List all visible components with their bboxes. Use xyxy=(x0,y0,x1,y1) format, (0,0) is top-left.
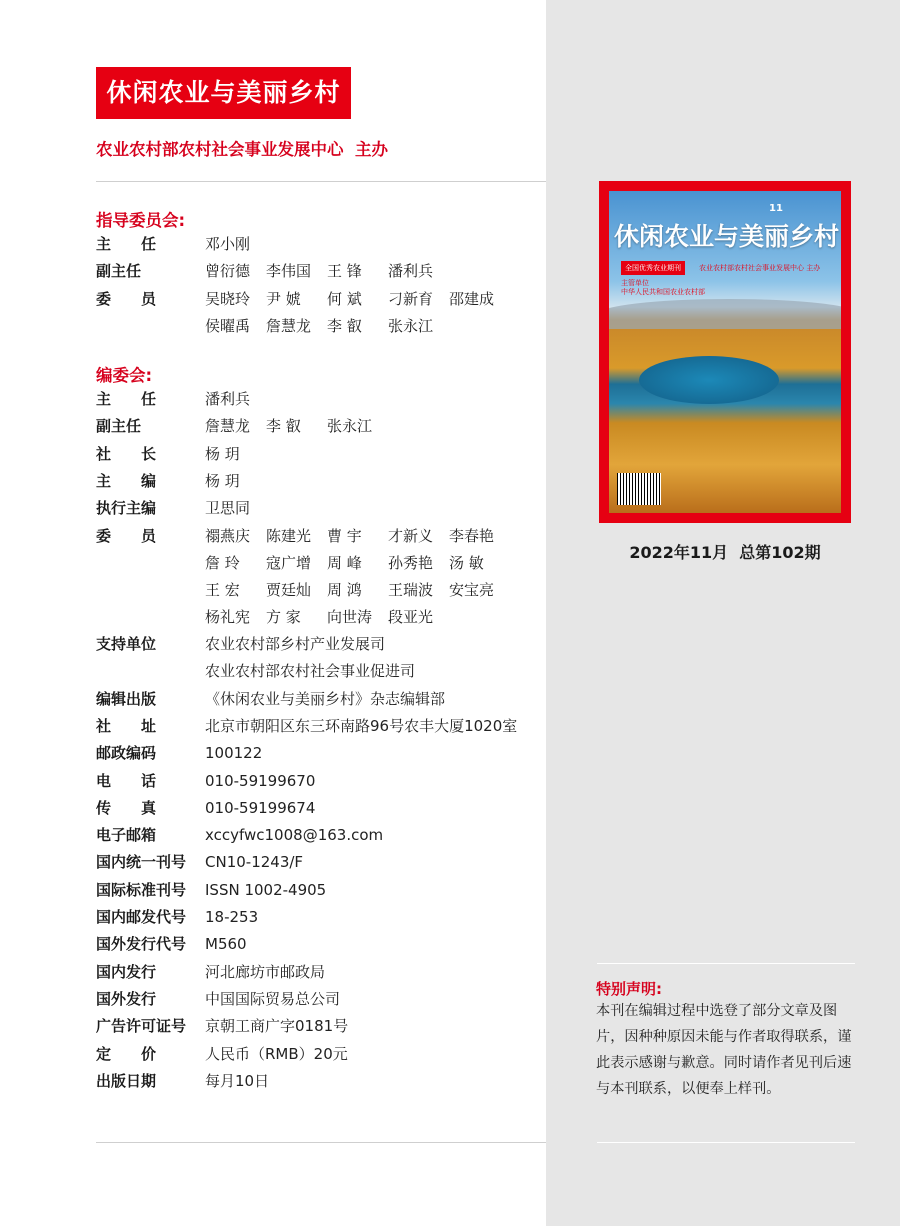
divider-right-top xyxy=(597,963,855,964)
row-label: 国内邮发代号 xyxy=(96,908,187,926)
member-name: 王瑞波 xyxy=(388,581,434,600)
member-name: 詹慧龙 xyxy=(205,417,251,436)
row-label: 广告许可证号 xyxy=(96,1017,187,1036)
info-value: 河北廊坊市邮政局 xyxy=(205,962,326,981)
row-label: 邮政编码 xyxy=(96,744,157,763)
row-label xyxy=(96,386,156,413)
member-name: 卫思同 xyxy=(205,499,251,518)
row-label-char: 任 xyxy=(140,235,156,253)
row-label-char: 员 xyxy=(140,289,156,308)
member-name: 潘利兵 xyxy=(388,262,434,281)
member-name: 侯曜禹 xyxy=(205,316,251,335)
row-label-char: 编 xyxy=(140,471,156,490)
info-value: M560 xyxy=(205,935,247,954)
member-name: 贾廷灿 xyxy=(266,581,312,600)
member-name: 陈建光 xyxy=(266,526,312,545)
row-label-char: 址 xyxy=(140,716,156,735)
member-name: 邵建成 xyxy=(449,289,495,308)
info-value: 农业农村部农村社会事业促进司 xyxy=(205,662,416,681)
member-names xyxy=(205,495,266,522)
member-names xyxy=(205,468,266,495)
row-label-char: 真 xyxy=(140,798,156,817)
info-value: 中国国际贸易总公司 xyxy=(205,989,341,1008)
info-value: xccyfwc1008@163.com xyxy=(205,826,384,845)
member-name: 寇广增 xyxy=(266,553,312,572)
info-value: CN10-1243/F xyxy=(205,853,304,872)
divider-bottom xyxy=(96,1142,546,1143)
row-label: 副主任 xyxy=(96,417,142,436)
member-name: 曾衍德 xyxy=(205,262,251,281)
member-name: 尹 婋 xyxy=(266,289,301,308)
row-label: 国内发行 xyxy=(96,962,157,981)
cover-title: 休闲农业与美丽乡村 xyxy=(614,222,840,251)
cover-hills xyxy=(609,299,841,329)
barcode xyxy=(617,473,661,505)
member-names xyxy=(205,286,510,313)
cover-image xyxy=(599,181,851,523)
row-label xyxy=(96,713,156,740)
member-names xyxy=(205,577,510,604)
row-label-char: 主 xyxy=(96,235,112,253)
member-name: 向世涛 xyxy=(327,608,373,627)
member-names xyxy=(205,258,449,285)
row-label: 电子邮箱 xyxy=(96,826,157,845)
member-name: 张永江 xyxy=(327,417,373,436)
info-value: 人民币（RMB）20元 xyxy=(205,1044,348,1063)
sponsor-line: 农业农村部农村社会事业发展中心 主办 xyxy=(96,140,388,159)
member-name: 李春艳 xyxy=(449,526,495,545)
row-label: 支持单位 xyxy=(96,635,157,653)
row-label-char: 定 xyxy=(96,1044,112,1063)
cover-lake xyxy=(639,356,779,404)
row-label-char: 委 xyxy=(96,289,112,308)
row-label-char: 主 xyxy=(96,471,112,490)
member-names xyxy=(205,604,449,631)
row-label-char: 委 xyxy=(96,526,112,545)
row-label: 国际标准刊号 xyxy=(96,880,187,899)
member-names xyxy=(205,413,388,440)
info-value: 农业农村部乡村产业发展司 xyxy=(205,635,386,653)
member-name: 周 鸿 xyxy=(327,581,362,600)
row-label xyxy=(96,1041,156,1068)
info-value: 100122 xyxy=(205,744,263,763)
member-name: 王 锋 xyxy=(327,262,362,281)
cover-unit-line1: 主管单位 xyxy=(621,279,649,287)
member-name: 杨礼宪 xyxy=(205,608,251,627)
issue-date: 2022年11月 总第102期 xyxy=(629,543,821,562)
row-label: 国外发行代号 xyxy=(96,935,187,954)
divider-top xyxy=(96,181,546,182)
row-label xyxy=(96,441,156,468)
info-value: 010-59199674 xyxy=(205,798,316,817)
cover-unit-line2: 中华人民共和国农业农村部 xyxy=(621,288,705,296)
row-label: 副主任 xyxy=(96,262,142,281)
member-names xyxy=(205,231,266,258)
member-name: 孙秀艳 xyxy=(388,553,434,572)
cover-issue-number: 11 xyxy=(769,203,783,214)
member-names xyxy=(205,313,449,340)
notice-title: 特别声明: xyxy=(596,980,662,998)
member-names xyxy=(205,441,266,468)
cover-sponsor: 农业农村部农村社会事业发展中心 主办 xyxy=(699,264,821,272)
info-value: 010-59199670 xyxy=(205,771,316,790)
member-name: 李 叡 xyxy=(266,417,301,436)
member-name: 禤燕庆 xyxy=(205,526,251,545)
guidance-committee-title: 指导委员会: xyxy=(96,211,186,230)
row-label xyxy=(96,286,156,313)
row-label-char: 社 xyxy=(96,444,112,463)
member-names xyxy=(205,550,510,577)
info-value: 18-253 xyxy=(205,908,259,926)
editorial-board-title: 编委会: xyxy=(96,366,153,385)
info-value: 《休闲农业与美丽乡村》杂志编辑部 xyxy=(205,689,446,708)
row-label-char: 任 xyxy=(140,390,156,408)
member-name: 邓小刚 xyxy=(205,235,251,253)
member-name: 周 峰 xyxy=(327,553,362,572)
row-label-char: 电 xyxy=(96,771,112,790)
row-label-char: 长 xyxy=(140,444,156,463)
member-name: 王 宏 xyxy=(205,581,240,600)
info-value: ISSN 1002-4905 xyxy=(205,880,327,899)
divider-right-bottom xyxy=(597,1142,855,1143)
row-label: 编辑出版 xyxy=(96,689,157,708)
row-label-char: 价 xyxy=(140,1044,156,1063)
row-label xyxy=(96,795,156,822)
member-name: 段亚光 xyxy=(388,608,434,627)
row-label: 执行主编 xyxy=(96,499,157,518)
member-name: 杨 玥 xyxy=(205,471,240,490)
row-label: 国外发行 xyxy=(96,989,157,1008)
row-label-char: 主 xyxy=(96,390,112,408)
row-label-char: 传 xyxy=(96,798,112,817)
member-names xyxy=(205,523,510,550)
member-name: 詹 玲 xyxy=(205,553,240,572)
member-name: 刁新育 xyxy=(388,289,434,308)
cover-unit xyxy=(621,279,705,297)
magazine-title: 休闲农业与美丽乡村 xyxy=(96,67,351,119)
member-name: 李 叡 xyxy=(327,316,362,335)
row-label xyxy=(96,468,156,495)
cover-photo xyxy=(609,191,841,513)
member-name: 何 斌 xyxy=(327,289,362,308)
member-name: 张永江 xyxy=(388,316,434,335)
row-label xyxy=(96,523,156,550)
member-name: 李伟国 xyxy=(266,262,312,281)
member-name: 曹 宇 xyxy=(327,526,362,545)
member-name: 汤 敏 xyxy=(449,553,484,572)
member-name: 吴晓玲 xyxy=(205,289,251,308)
member-name: 安宝亮 xyxy=(449,581,495,600)
member-name: 詹慧龙 xyxy=(266,316,312,335)
row-label-char: 社 xyxy=(96,716,112,735)
member-names xyxy=(205,386,266,413)
info-value: 北京市朝阳区东三环南路96号农丰大厦1020室 xyxy=(205,716,518,735)
row-label-char: 话 xyxy=(140,771,156,790)
row-label: 出版日期 xyxy=(96,1071,157,1090)
info-value: 每月10日 xyxy=(205,1071,270,1090)
member-name: 方 家 xyxy=(266,608,301,627)
member-name: 才新义 xyxy=(388,526,434,545)
cover-tag: 全国优秀农业期刊 xyxy=(621,261,685,275)
row-label-char: 员 xyxy=(140,526,156,545)
member-name: 潘利兵 xyxy=(205,390,251,408)
notice-text: 本刊在编辑过程中选登了部分文章及图片，因种种原因未能与作者取得联系，谨此表示感谢与歉意。同时请作者见刊后速与本刊联系，以便奉上样刊。 xyxy=(596,1003,852,1097)
info-value: 京朝工商广字0181号 xyxy=(205,1017,349,1036)
member-name: 杨 玥 xyxy=(205,444,240,463)
row-label: 国内统一刊号 xyxy=(96,853,187,872)
row-label xyxy=(96,768,156,795)
row-label xyxy=(96,231,156,258)
